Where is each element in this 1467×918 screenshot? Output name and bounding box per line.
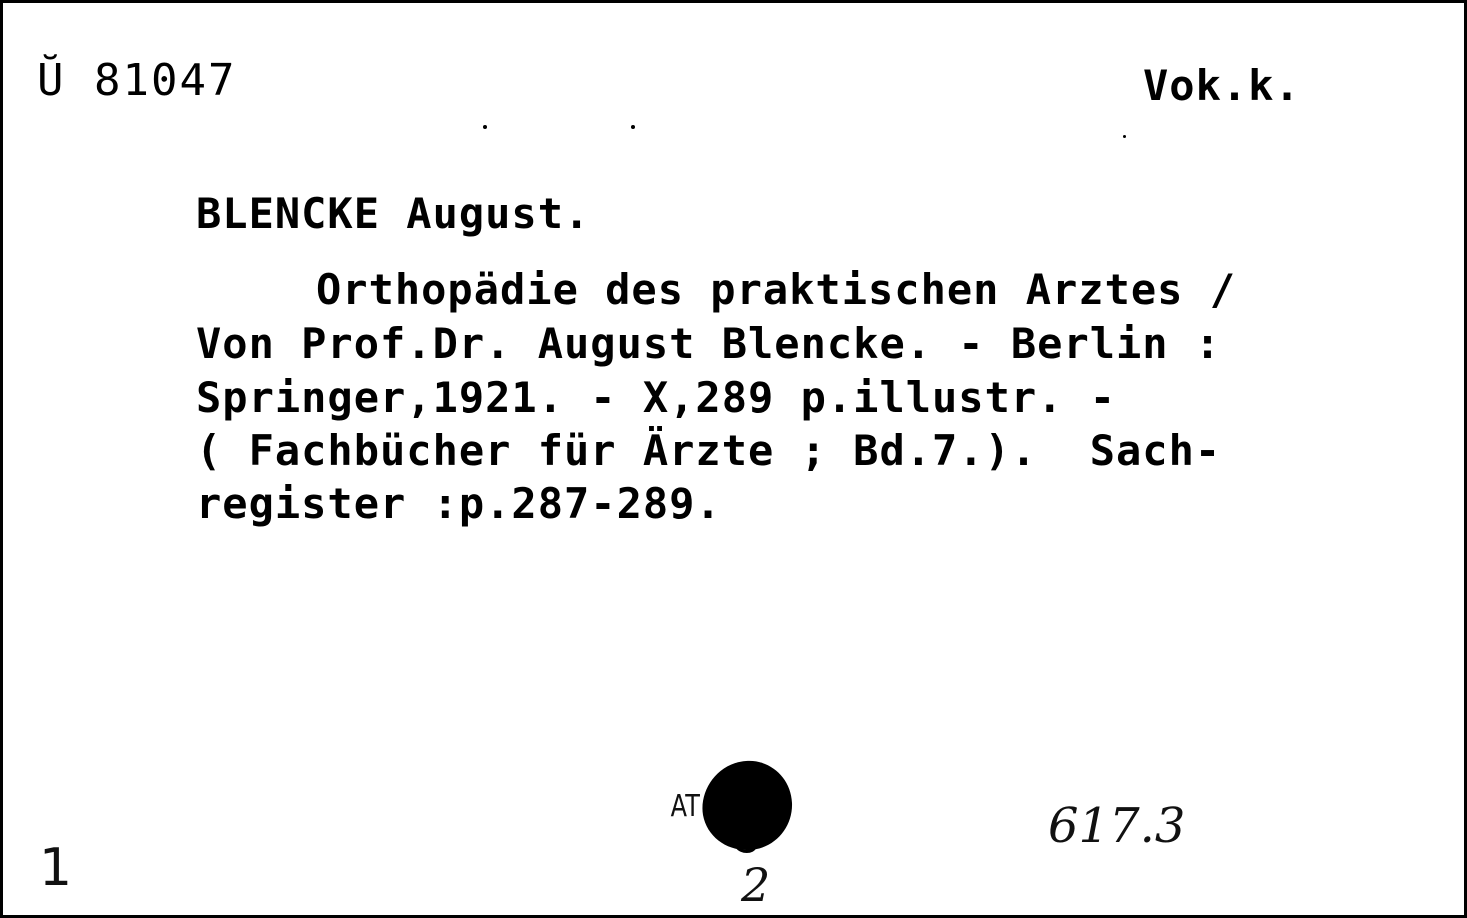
ink-speck — [631, 125, 635, 129]
handwritten-number: 1 — [39, 838, 73, 898]
description-line: ( Fachbücher für Ärzte ; Bd.7.). Sach- — [196, 426, 1222, 475]
description-line: Von Prof.Dr. August Blencke. - Berlin : — [196, 319, 1222, 368]
location-code: Vok.k. — [1143, 61, 1301, 110]
handwritten-number: 2 — [741, 858, 771, 912]
call-number: Ŭ 81047 — [37, 55, 237, 106]
stamp-prefix: AT — [670, 789, 700, 824]
ink-speck — [483, 125, 487, 129]
description-line: register :p.287-289. — [196, 479, 722, 528]
handwritten-classification: 617.3 — [1048, 798, 1186, 854]
author-heading: BLENCKE August. — [196, 189, 591, 238]
ink-speck — [1123, 135, 1126, 138]
description-line: Orthopädie des praktischen Arztes / — [316, 265, 1237, 314]
description-line: Springer,1921. - X,289 p.illustr. - — [196, 373, 1117, 422]
ink-stamp-blot — [697, 757, 795, 853]
